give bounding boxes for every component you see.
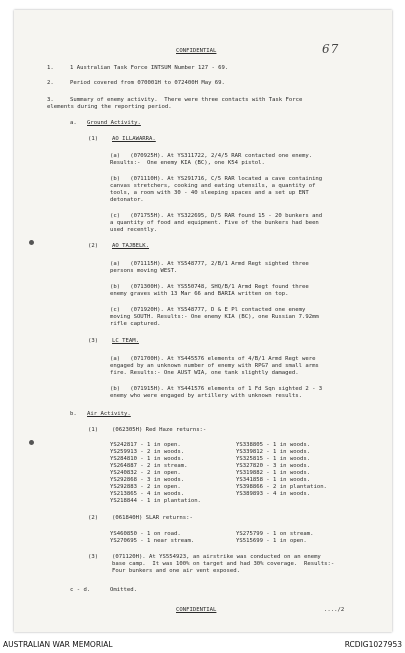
entry-line: a quantity of food and equipment. Five of the bunkers had been [110, 220, 319, 226]
entry-line: (a) (071700H). At YS445576 elements of 4/B/1 Armd Regt were [110, 356, 316, 362]
return-right: YS327820 - 3 in woods. [236, 463, 311, 469]
return-right: YS341858 - 1 in woods. [236, 477, 311, 483]
entry-line: Four bunkers and one air vent exposed. [112, 568, 240, 574]
archive-name: AUSTRALIAN WAR MEMORIAL [3, 640, 113, 649]
entry-line: tools, a room with 30 - 40 sleeping spaces and a set up ENT [110, 190, 309, 196]
section-a-title: Ground Activity. [87, 120, 141, 126]
entry-line: (a) (070925H). At YS311722, 2/4/5 RAR contacted one enemy. [110, 153, 313, 159]
return-right: YS319882 - 1 in woods. [236, 470, 311, 476]
return-left: YS242817 - 1 in open. [110, 442, 181, 448]
section-cd-text: Omitted. [110, 587, 137, 593]
section-b-label: b. [70, 411, 77, 417]
return-right: YS338805 - 1 in woods. [236, 442, 311, 448]
return-left: YS218844 - 1 in plantation. [110, 498, 201, 504]
subsection-label: (2) [88, 243, 99, 249]
entry-line: moving SOUTH. Results:- One enemy KIA (BC), one Russian 7.92mm [110, 314, 319, 320]
subsection-label: (1) [88, 427, 99, 433]
entry-line: enemy graves with 13 Mar 66 and BARIA written on top. [110, 291, 289, 297]
para-3-line: elements during the reporting period. [47, 104, 172, 110]
archive-footer [0, 636, 405, 653]
subsection-label: (3) [88, 338, 99, 344]
entry-line: rifle captured. [110, 321, 161, 327]
subsection-label: (2) [88, 515, 99, 521]
entry-line: canvas stretchers, cooking and eating utensils, a quantity of [110, 183, 316, 189]
classification-footer: CONFIDENTIAL [176, 607, 217, 613]
para-3-line: Summary of enemy activity. There were three contacts with Task Force [70, 97, 303, 103]
return-left: YS259913 - 2 in woods. [110, 449, 185, 455]
entry-line: used recently. [110, 227, 158, 233]
para-1-text: 1 Australian Task Force INTSUM Number 127 - 69. [70, 65, 229, 71]
continuation-marker: ..../2 [324, 607, 345, 613]
entry-line: (c) (071920H). At YS548777, D & E Pl contacted one enemy [110, 307, 306, 313]
classification-header: CONFIDENTIAL [176, 48, 217, 54]
entry-line: (a) (071115H). At YS548777, 2/B/1 Armd Regt sighted three [110, 261, 309, 267]
return-left: YS460850 - 1 on road. [110, 531, 181, 537]
entry-line: detonator. [110, 197, 144, 203]
return-right: YS398866 - 2 in plantation. [236, 484, 327, 490]
entry-line: engaged by an unknown number of enemy with RPG7 and small arms [110, 363, 319, 369]
subsection-title: AO ILLAWARRA. [112, 136, 156, 142]
para-3-number: 3. [47, 97, 54, 103]
entry-line: (071120H). At YS554923, an airstrike was conducted on an enemy [112, 554, 321, 560]
air-intro: (062305H) Red Haze returns:- [112, 427, 207, 433]
return-right: YS339812 - 1 in woods. [236, 449, 311, 455]
entry-line: fire. Results:- One AUST WIA, one tank slightly damaged. [110, 370, 299, 376]
entry-line: enemy who were engaged by artillery with unknown results. [110, 393, 302, 399]
para-2-number: 2. [47, 80, 54, 86]
para-2-text: Period covered from 070001H to 072400H May 69. [70, 80, 225, 86]
return-right: YS515699 - 1 in open. [236, 538, 307, 544]
return-right: YS389893 - 4 in woods. [236, 491, 311, 497]
entry-line: base camp. It was 100% on target and had 30% coverage. Results:- [112, 561, 335, 567]
return-right: YS275799 - 1 on stream. [236, 531, 314, 537]
para-1-number: 1. [47, 65, 54, 71]
subsection-label: (1) [88, 136, 99, 142]
entry-line: Results:- One enemy KIA (BC), one K54 pistol. [110, 160, 265, 166]
subsection-title: LC TEAM. [112, 338, 139, 344]
section-cd-label: c - d. [70, 587, 91, 593]
document-body [14, 10, 392, 632]
section-a-label: a. [70, 120, 77, 126]
return-left: YS213865 - 4 in woods. [110, 491, 185, 497]
return-left: YS240832 - 2 in open. [110, 470, 181, 476]
return-left: YS284810 - 1 in woods. [110, 456, 185, 462]
return-left: YS270695 - 1 near stream. [110, 538, 195, 544]
entry-line: persons moving WEST. [110, 268, 178, 274]
entry-line: (b) (071915H). At YS441576 elements of 1 Fd Sqn sighted 2 - 3 [110, 386, 323, 392]
subsection-label: (3) [88, 554, 99, 560]
return-right: YS325815 - 1 in woods. [236, 456, 311, 462]
entry-line: (b) (071110H). At YS291716, C/5 RAR located a cave containing [110, 176, 323, 182]
entry-line: (b) (071300H). At YS550748, SHQ/B/1 Armd Regt found three [110, 284, 309, 290]
handwritten-page-number: 67 [322, 42, 340, 56]
return-left: YS292883 - 2 in open. [110, 484, 181, 490]
return-left: YS292868 - 3 in woods. [110, 477, 185, 483]
entry-line: (c) (071755H). At YS322695, D/5 RAR found 15 - 20 bunkers and [110, 213, 323, 219]
section-b-title: Air Activity. [87, 411, 131, 417]
return-left: YS264887 - 2 in stream. [110, 463, 188, 469]
archive-reference: RCDIG1027953 [344, 640, 402, 649]
air-intro: (061840H) SLAR returns:- [112, 515, 193, 521]
subsection-title: AO TAJBELK. [112, 243, 150, 249]
